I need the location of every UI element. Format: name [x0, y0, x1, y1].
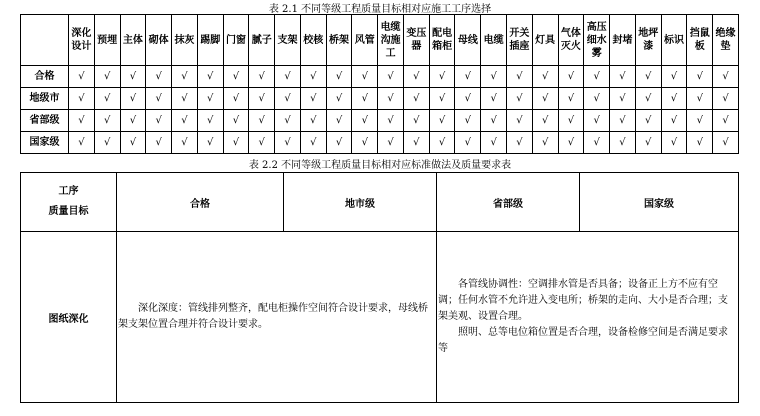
process-header: 踢脚	[197, 15, 223, 66]
check-mark-cell: √	[713, 88, 739, 110]
process-header: 高压细水雾	[584, 15, 610, 66]
check-mark-cell: √	[378, 132, 404, 154]
process-header: 腻子	[249, 15, 275, 66]
check-mark-cell: √	[687, 132, 713, 154]
check-mark-cell: √	[687, 66, 713, 88]
process-header: 气体灭火	[558, 15, 584, 66]
check-mark-cell: √	[146, 66, 172, 88]
process-header: 绝缘垫	[713, 15, 739, 66]
check-mark-cell: √	[481, 66, 507, 88]
col-header-dishi: 地市级	[284, 173, 437, 232]
check-mark-cell: √	[635, 132, 661, 154]
check-mark-cell: √	[403, 132, 429, 154]
check-mark-cell: √	[455, 110, 481, 132]
check-mark-cell: √	[532, 88, 558, 110]
process-header: 支架	[275, 15, 301, 66]
check-mark-cell: √	[223, 110, 249, 132]
check-mark-cell: √	[223, 88, 249, 110]
check-mark-cell: √	[300, 132, 326, 154]
quality-requirements-table	[20, 172, 739, 403]
process-header: 门窗	[223, 15, 249, 66]
process-header: 地坪漆	[635, 15, 661, 66]
check-mark-cell: √	[352, 132, 378, 154]
process-header: 主体	[120, 15, 146, 66]
check-mark-cell: √	[378, 66, 404, 88]
check-mark-cell: √	[94, 110, 120, 132]
process-header: 挡鼠板	[687, 15, 713, 66]
hege-requirement-text: 深化深度：管线排列整齐，配电柜操作空间符合设计要求，母线桥架支架位置合理并符合设计要求。	[118, 303, 428, 330]
check-mark-cell: √	[326, 110, 352, 132]
check-mark-cell: √	[326, 66, 352, 88]
check-mark-cell: √	[94, 88, 120, 110]
check-mark-cell: √	[429, 132, 455, 154]
check-mark-cell: √	[403, 66, 429, 88]
check-mark-cell: √	[352, 110, 378, 132]
check-mark-cell: √	[352, 88, 378, 110]
check-mark-cell: √	[635, 66, 661, 88]
process-header: 预埋	[94, 15, 120, 66]
check-mark-cell: √	[584, 66, 610, 88]
check-mark-cell: √	[120, 132, 146, 154]
check-mark-cell: √	[94, 132, 120, 154]
check-mark-cell: √	[481, 88, 507, 110]
shengbu-requirement-text-2: 照明、总等电位箱位置是否合理，设备检修空间是否满足要求等	[438, 327, 728, 354]
check-mark-cell: √	[558, 88, 584, 110]
check-mark-cell: √	[558, 66, 584, 88]
check-mark-cell: √	[197, 132, 223, 154]
check-mark-cell: √	[94, 66, 120, 88]
check-mark-cell: √	[403, 88, 429, 110]
check-mark-cell: √	[635, 110, 661, 132]
process-header: 母线	[455, 15, 481, 66]
check-mark-cell: √	[661, 88, 687, 110]
check-mark-cell: √	[429, 66, 455, 88]
quality-level-label: 合格	[21, 66, 69, 88]
corner-process-label: 工序	[58, 186, 79, 197]
table2-row-drawing	[21, 232, 739, 403]
check-mark-cell: √	[661, 132, 687, 154]
check-mark-cell: √	[713, 66, 739, 88]
check-mark-cell: √	[481, 132, 507, 154]
table1-header-row	[21, 15, 739, 66]
check-mark-cell: √	[455, 132, 481, 154]
check-mark-cell: √	[275, 66, 301, 88]
check-mark-cell: √	[69, 66, 95, 88]
table-row	[21, 110, 739, 132]
check-mark-cell: √	[378, 110, 404, 132]
table-row	[21, 88, 739, 110]
check-mark-cell: √	[275, 132, 301, 154]
process-selection-table	[20, 14, 739, 154]
check-mark-cell: √	[146, 88, 172, 110]
process-header: 封堵	[610, 15, 636, 66]
check-mark-cell: √	[300, 110, 326, 132]
check-mark-cell: √	[507, 110, 533, 132]
check-mark-cell: √	[352, 66, 378, 88]
check-mark-cell: √	[481, 110, 507, 132]
check-mark-cell: √	[120, 88, 146, 110]
process-header: 配电箱柜	[429, 15, 455, 66]
col-header-hege: 合格	[117, 173, 284, 232]
check-mark-cell: √	[455, 88, 481, 110]
check-mark-cell: √	[223, 132, 249, 154]
quality-level-label: 地级市	[21, 88, 69, 110]
process-header: 桥架	[326, 15, 352, 66]
check-mark-cell: √	[249, 88, 275, 110]
check-mark-cell: √	[249, 110, 275, 132]
check-mark-cell: √	[275, 88, 301, 110]
check-mark-cell: √	[120, 110, 146, 132]
check-mark-cell: √	[687, 110, 713, 132]
check-mark-cell: √	[249, 132, 275, 154]
process-header: 校核	[300, 15, 326, 66]
check-mark-cell: √	[223, 66, 249, 88]
check-mark-cell: √	[532, 66, 558, 88]
check-mark-cell: √	[687, 88, 713, 110]
check-mark-cell: √	[610, 110, 636, 132]
check-mark-cell: √	[120, 66, 146, 88]
check-mark-cell: √	[172, 132, 198, 154]
cell-hege-requirement	[117, 232, 437, 403]
check-mark-cell: √	[532, 110, 558, 132]
check-mark-cell: √	[378, 88, 404, 110]
check-mark-cell: √	[403, 110, 429, 132]
check-mark-cell: √	[507, 132, 533, 154]
check-mark-cell: √	[507, 66, 533, 88]
process-header: 砌体	[146, 15, 172, 66]
check-mark-cell: √	[69, 110, 95, 132]
check-mark-cell: √	[197, 88, 223, 110]
table2-caption: 表 2.2 不同等级工程质量目标相对应标准做法及质量要求表	[248, 160, 512, 171]
col-header-shengbu: 省部级	[437, 173, 580, 232]
col-header-guojia: 国家级	[580, 173, 739, 232]
check-mark-cell: √	[558, 110, 584, 132]
process-header: 电缆沟施工	[378, 15, 404, 66]
check-mark-cell: √	[584, 110, 610, 132]
process-header: 电缆	[481, 15, 507, 66]
table-row	[21, 132, 739, 154]
check-mark-cell: √	[69, 88, 95, 110]
process-header: 风管	[352, 15, 378, 66]
process-header: 灯具	[532, 15, 558, 66]
check-mark-cell: √	[300, 88, 326, 110]
check-mark-cell: √	[146, 110, 172, 132]
check-mark-cell: √	[300, 66, 326, 88]
check-mark-cell: √	[661, 110, 687, 132]
check-mark-cell: √	[558, 132, 584, 154]
check-mark-cell: √	[532, 132, 558, 154]
check-mark-cell: √	[661, 66, 687, 88]
cell-shengbu-requirement	[437, 232, 739, 403]
check-mark-cell: √	[635, 88, 661, 110]
corner-quality-label: 质量目标	[48, 206, 89, 217]
process-header: 抹灰	[172, 15, 198, 66]
check-mark-cell: √	[172, 110, 198, 132]
check-mark-cell: √	[326, 132, 352, 154]
check-mark-cell: √	[584, 88, 610, 110]
check-mark-cell: √	[249, 66, 275, 88]
check-mark-cell: √	[172, 66, 198, 88]
check-mark-cell: √	[326, 88, 352, 110]
shengbu-requirement-text-1: 各管线协调性：空调排水管是否具备；设备正上方不应有空调；任何水管不允许进入变电所；桥架的走向、大小是否合理；支架美观、设置合理。	[438, 279, 728, 322]
check-mark-cell: √	[455, 66, 481, 88]
process-header: 开关插座	[507, 15, 533, 66]
check-mark-cell: √	[610, 132, 636, 154]
check-mark-cell: √	[429, 110, 455, 132]
table1-corner-cell	[21, 15, 69, 66]
check-mark-cell: √	[146, 132, 172, 154]
check-mark-cell: √	[197, 110, 223, 132]
check-mark-cell: √	[713, 132, 739, 154]
check-mark-cell: √	[275, 110, 301, 132]
process-header: 变压器	[403, 15, 429, 66]
row-label-drawing-deepening: 图纸深化	[21, 232, 117, 403]
check-mark-cell: √	[197, 66, 223, 88]
check-mark-cell: √	[610, 66, 636, 88]
table1-caption: 表 2.1 不同等级工程质量目标相对应施工工序选择	[268, 4, 492, 15]
check-mark-cell: √	[713, 110, 739, 132]
check-mark-cell: √	[584, 132, 610, 154]
check-mark-cell: √	[69, 132, 95, 154]
check-mark-cell: √	[610, 88, 636, 110]
check-mark-cell: √	[172, 88, 198, 110]
table2-corner-cell	[21, 173, 117, 232]
table-row	[21, 66, 739, 88]
process-header: 标识	[661, 15, 687, 66]
check-mark-cell: √	[507, 88, 533, 110]
table2-header-row	[21, 173, 739, 232]
quality-level-label: 省部级	[21, 110, 69, 132]
process-header: 深化设计	[69, 15, 95, 66]
quality-level-label: 国家级	[21, 132, 69, 154]
check-mark-cell: √	[429, 88, 455, 110]
